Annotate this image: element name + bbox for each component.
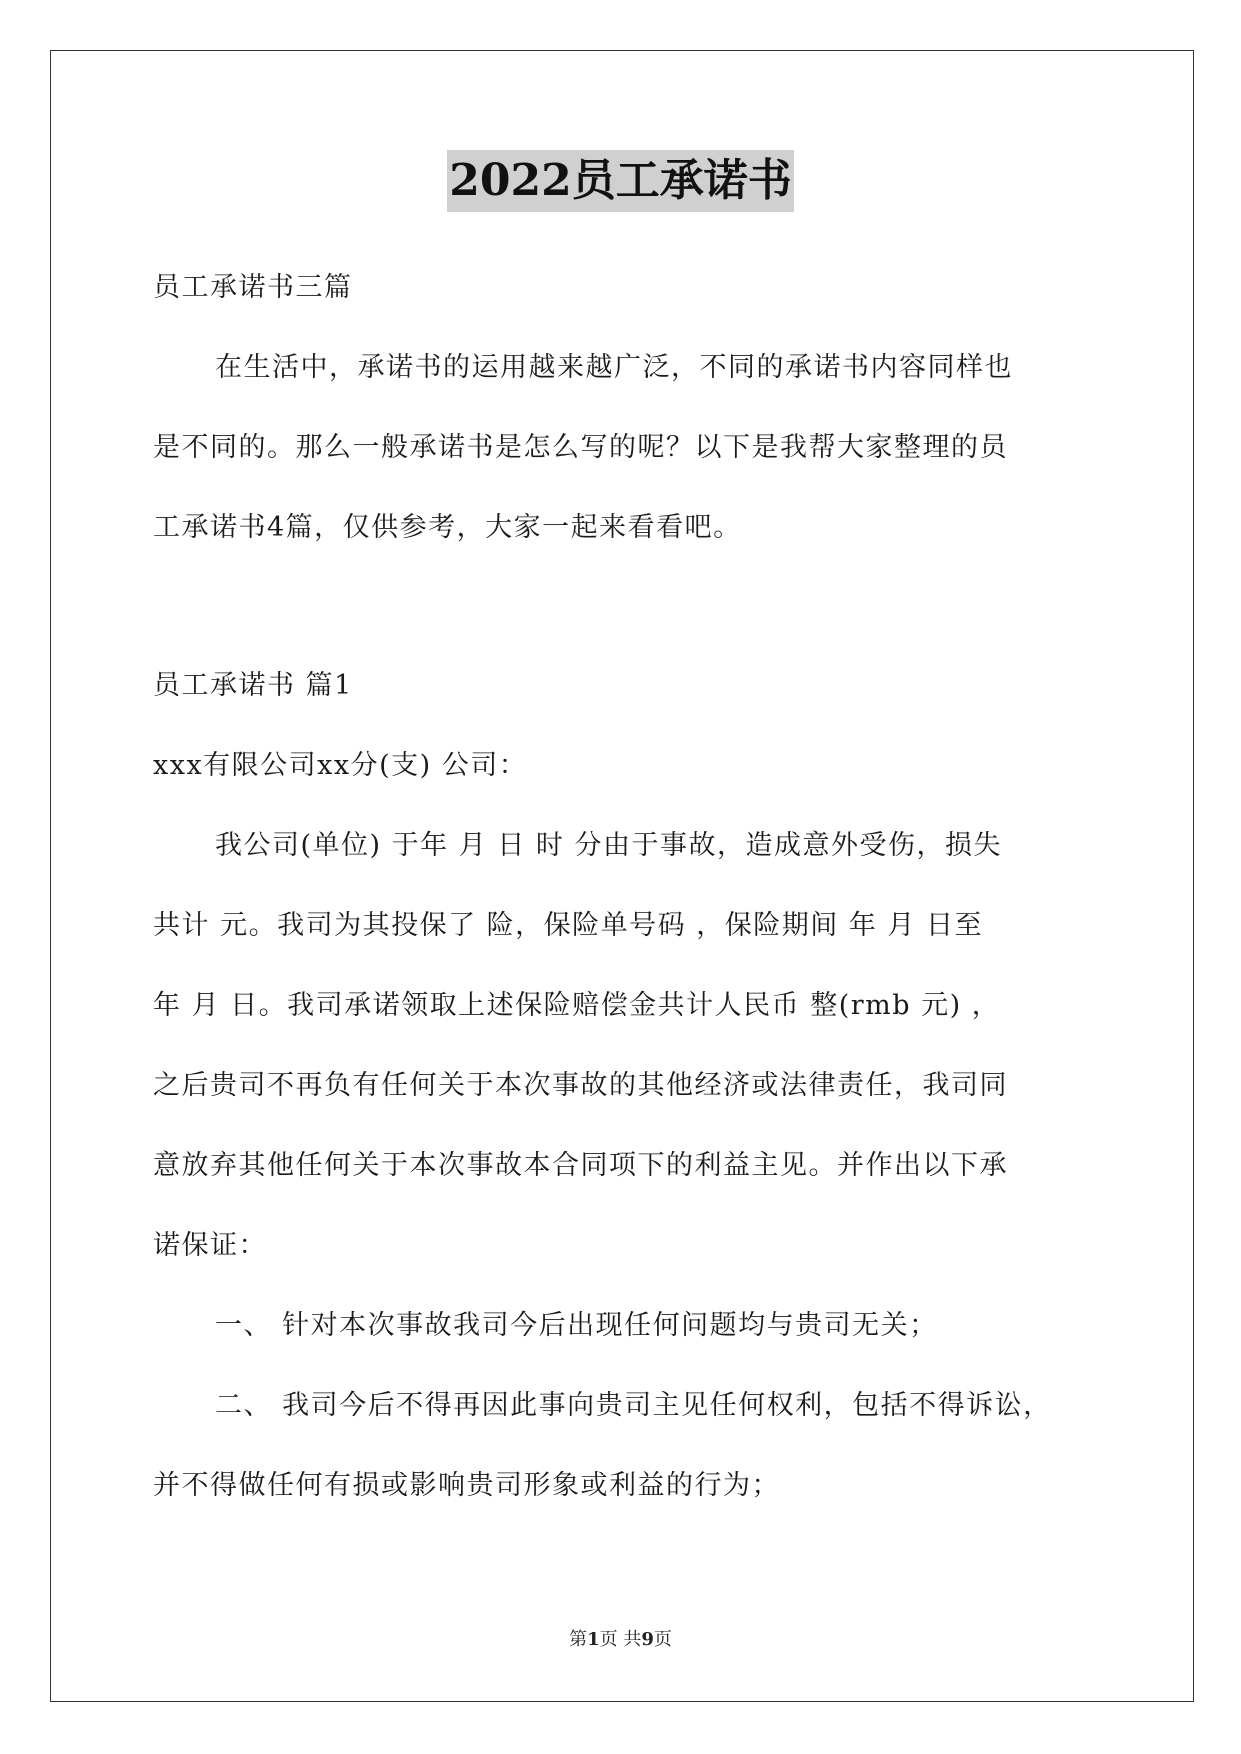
addressee-line: xxx有限公司xx分(支) 公司： xyxy=(153,750,528,781)
paragraph-line: 之后贵司不再负有任何关于本次事故的其他经济或法律责任，我司同 xyxy=(153,1070,1008,1101)
title-container xyxy=(0,150,1241,212)
total-page-number: 9 xyxy=(641,1629,654,1650)
paragraph-line: 并不得做任何有损或影响贵司形象或利益的行为； xyxy=(153,1470,780,1501)
current-page-number: 1 xyxy=(587,1629,600,1650)
paragraph-line: 是不同的。那么一般承诺书是怎么写的呢？以下是我帮大家整理的员 xyxy=(153,432,1008,463)
paragraph-line: 共计 元。我司为其投保了 险，保险单号码 ，保险期间 年 月 日至 xyxy=(153,910,983,941)
page-suffix: 页 xyxy=(653,1629,672,1650)
subtitle: 员工承诺书三篇 xyxy=(153,272,353,303)
paragraph-line: 在生活中，承诺书的运用越来越广泛，不同的承诺书内容同样也 xyxy=(215,352,1013,383)
paragraph-line: 意放弃其他任何关于本次事故本合同项下的利益主见。并作出以下承 xyxy=(153,1150,1008,1181)
paragraph-line: 年 月 日。我司承诺领取上述保险赔偿金共计人民币 整(rmb 元) ， xyxy=(153,990,1001,1021)
paragraph-line: 我公司(单位) 于年 月 日 时 分由于事故，造成意外受伤，损失 xyxy=(215,830,1002,861)
list-item: 二、 我司今后不得再因此事向贵司主见任何权利，包括不得诉讼， xyxy=(215,1390,1052,1421)
list-item: 一、 针对本次事故我司今后出现任何问题均与贵司无关； xyxy=(215,1310,938,1341)
paragraph-line: 工承诺书4篇，仅供参考，大家一起来看看吧。 xyxy=(153,512,742,543)
page-prefix: 第 xyxy=(569,1629,588,1650)
page-footer xyxy=(0,1628,1241,1652)
document-title: 2022员工承诺书 xyxy=(447,150,793,212)
page-mid: 页 共 xyxy=(599,1629,642,1650)
section-heading: 员工承诺书 篇1 xyxy=(153,670,353,701)
paragraph-line: 诺保证： xyxy=(153,1230,267,1261)
